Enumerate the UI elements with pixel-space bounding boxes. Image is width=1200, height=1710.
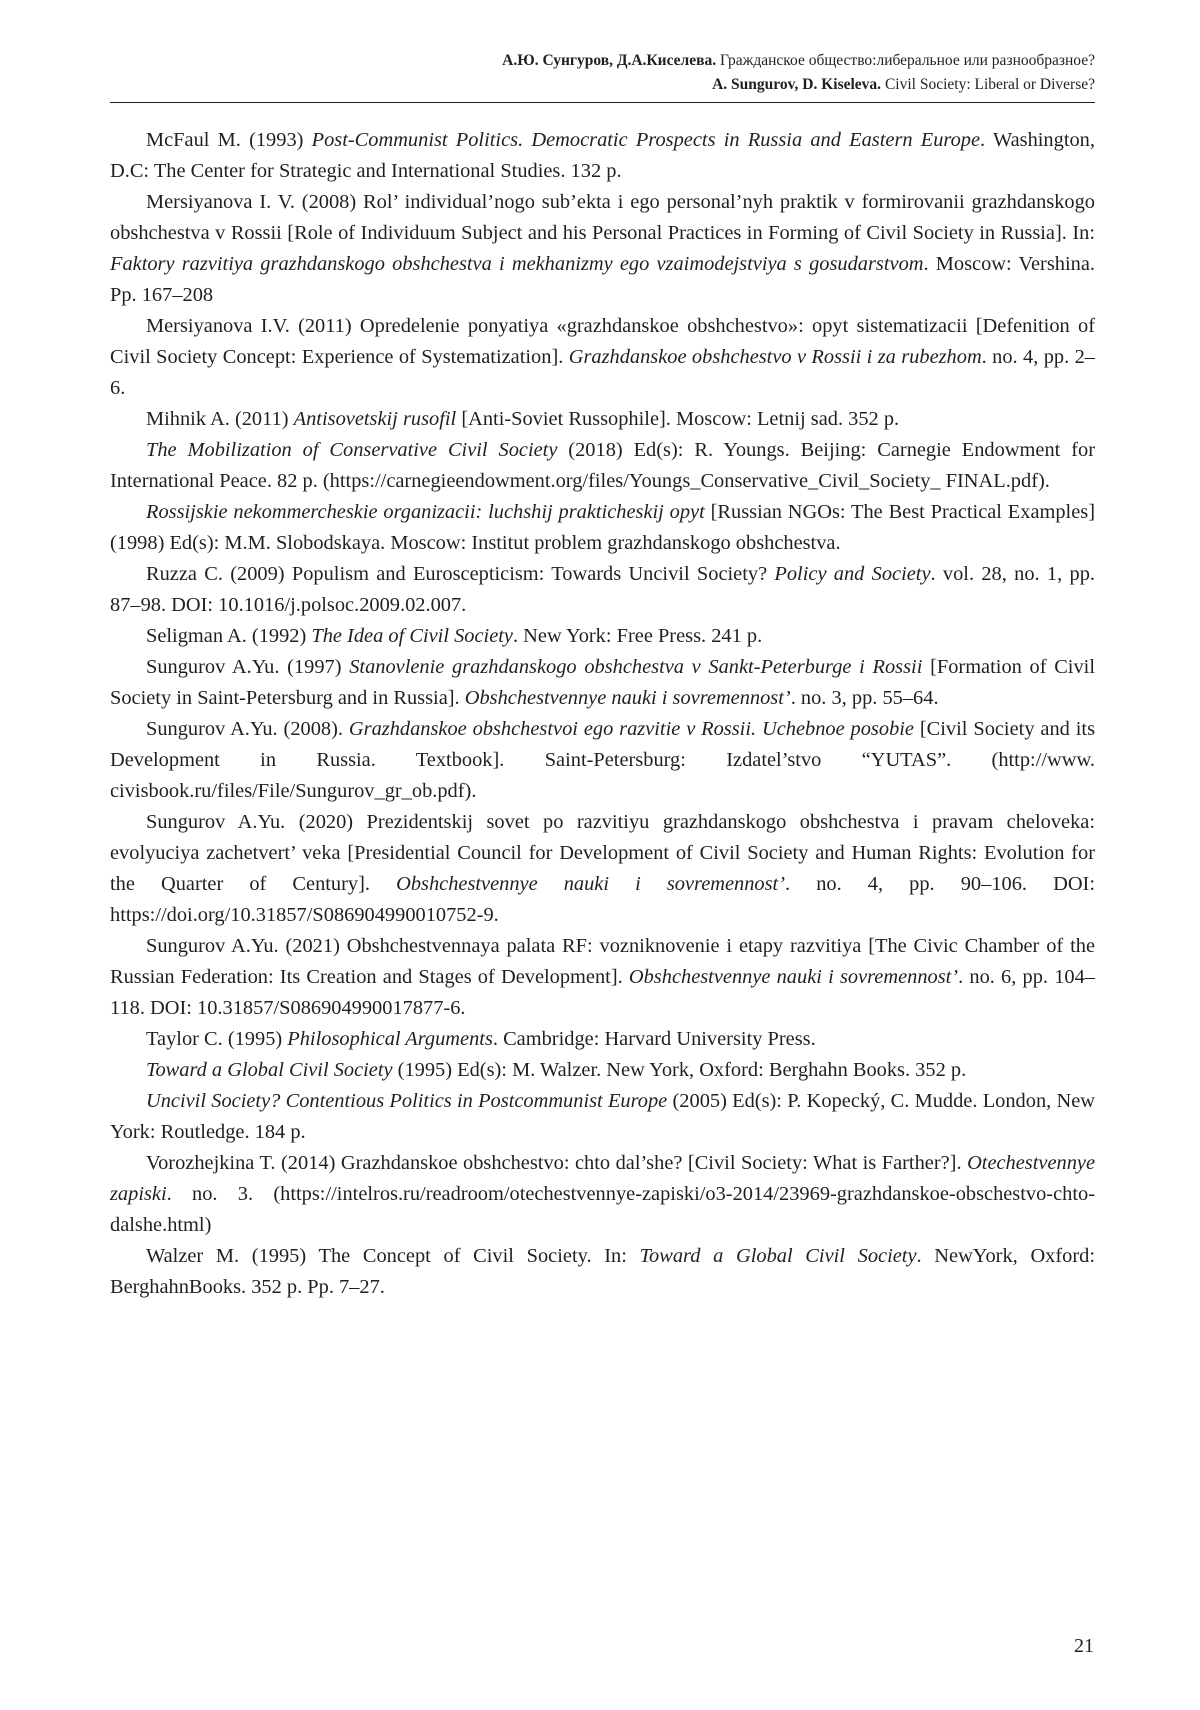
reference-entry [110, 1086, 1095, 1148]
reference-entry [110, 1024, 1095, 1055]
reference-entry [110, 621, 1095, 652]
reference-title: Faktory razvitiya grazhdanskogo obshchestva i mekhanizmy ego vzaimodejstviya s gosudarstvom [110, 253, 924, 275]
reference-text: (2005) Ed(s): P. Kopecký, C. Mudde. London, New York: Routledge. 184 p. [110, 1090, 1096, 1143]
reference-text: Sungurov A.Yu. (2021) Obshchestvennaya palata RF: vozniknovenie i etapy razvitiya [The Civic Chamber of the Russian Federation: Its Creation and Stages of Development]. [110, 935, 1095, 988]
reference-text: Vorozhejkina T. (2014) Grazhdanskoe obshchestvo: chto dal’she? [Civil Society: What is Farther?]. [146, 1152, 968, 1174]
reference-text: Ruzza C. (2009) Populism and Euroscepticism: Towards Uncivil Society? [146, 563, 775, 585]
reference-title: Grazhdanskoe obshchestvo v Rossii i za rubezhom [568, 346, 982, 368]
reference-text: Walzer M. (1995) The Concept of Civil Society. In: [146, 1245, 640, 1267]
reference-title: Rossijskie nekommercheskie organizacii: luchshij prakticheskij opyt [146, 501, 705, 523]
reference-title: Obshchestvennye nauki i sovremennost’ [396, 873, 786, 895]
reference-entry [110, 404, 1095, 435]
reference-entry [110, 1055, 1095, 1086]
reference-entry [110, 652, 1095, 714]
reference-title: Uncivil Society? Contentious Politics in Postcommunist Europe [146, 1090, 668, 1112]
header-authors-ru: А.Ю. Сунгуров, Д.А.Киселева. [502, 52, 717, 69]
page-number: 21 [1074, 1635, 1094, 1657]
reference-text: Sungurov A.Yu. (2008). [146, 718, 349, 740]
reference-text: . New York: Free Press. 241 p. [512, 625, 763, 647]
reference-text: McFaul M. (1993) [146, 129, 312, 151]
reference-list [110, 125, 1095, 1303]
reference-text: Mersiyanova I.V. (2011) Opredelenie ponyatiya «grazhdanskoe obshchestvo»: opyt sistematizacii [Defenition of Civil Society Concept: Experience of Systematization]. [110, 315, 1095, 368]
reference-text: . no. 3, pp. 55–64. [790, 687, 939, 709]
reference-title: Policy and Society [774, 563, 931, 585]
reference-entry [110, 559, 1095, 621]
reference-text: Sungurov A.Yu. (1997) [146, 656, 350, 678]
header-authors-en: A. Sungurov, D. Kiseleva. [712, 76, 882, 93]
header-rule [110, 102, 1095, 103]
reference-title: Obshchestvennye nauki i sovremennost’ [464, 687, 791, 709]
reference-text: Mihnik A. (2011) [146, 408, 294, 430]
reference-title: Antisovetskij rusofil [293, 408, 457, 430]
reference-title: Toward a Global Civil Society [639, 1245, 917, 1267]
reference-entry [110, 187, 1095, 311]
reference-entry [110, 311, 1095, 404]
reference-text: . Moscow: Vershina. Pp. 167–208 [110, 253, 1095, 306]
reference-text: (2018) Ed(s): R. Youngs. Beijing: Carnegie Endowment for International Peace. 82 p. (https://carnegieendowment.org/files/Youngs_Conservative_Civil_Society_ FINAL.pdf). [110, 439, 1096, 492]
reference-title: Toward a Global Civil Society [146, 1059, 393, 1081]
reference-entry [110, 435, 1095, 497]
reference-entry [110, 807, 1095, 931]
reference-text: . no. 4, pp. 2–6. [110, 346, 1095, 399]
running-header-ru [110, 49, 1095, 73]
reference-text: [Civil Society and its Development in Russia. Textbook]. Saint-Petersburg: Izdatel’stvo “YUTAS”. (http://www. civisbook.ru/files/File/Sungurov_gr_ob.pdf). [110, 718, 1096, 802]
reference-text: Mersiyanova I. V. (2008) Rol’ individual’nogo sub’ekta i ego personal’nyh praktik v formirovanii grazhdanskogo obshchestva v Rossii [Role of Individuum Subject and his Personal Practices in Forming of Civil Society in Russia]. In: [110, 191, 1095, 244]
reference-text: (1995) Ed(s): M. Walzer. New York, Oxford: Berghahn Books. 352 p. [392, 1059, 967, 1081]
header-title-en: Civil Society: Liberal or Diverse? [881, 76, 1095, 93]
reference-title: The Mobilization of Conservative Civil Society [146, 439, 558, 461]
reference-title: Post-Communist Politics. Democratic Prospects in Russia and Eastern Europe [311, 129, 981, 151]
reference-text: Sungurov A.Yu. (2020) Prezidentskij sovet po razvitiyu grazhdanskogo obshchestva i pravam cheloveka: evolyuciya zachetvert’ veka [Presidential Council for Development of Civil Society and Human Rights: Evolution for the Quarter of Century]. [110, 811, 1095, 895]
reference-text: . vol. 28, no. 1, pp. 87–98. DOI: 10.1016/j.polsoc.2009.02.007. [110, 563, 1095, 616]
reference-title: Stanovlenie grazhdanskogo obshchestva v Sankt-Peterburge i Rossii [349, 656, 923, 678]
reference-title: Obshchestvennye nauki i sovremennost’ [628, 966, 959, 988]
reference-entry [110, 497, 1095, 559]
reference-text: . Cambridge: Harvard University Press. [492, 1028, 816, 1050]
running-header [110, 49, 1095, 97]
header-title-ru: Гражданское общество:либеральное или разнообразное? [716, 52, 1095, 69]
reference-title: Philosophical Arguments [287, 1028, 493, 1050]
reference-title: Grazhdanskoe obshchestvoi ego razvitie v Rossii. Uchebnoe posobie [348, 718, 914, 740]
reference-title: The Idea of Civil Society [311, 625, 513, 647]
reference-entry [110, 125, 1095, 187]
reference-title: Otechestvennye zapiski [110, 1152, 1095, 1205]
running-header-en [110, 73, 1095, 97]
reference-text: [Formation of Civil Society in Saint-Petersburg and in Russia]. [110, 656, 1095, 709]
reference-entry [110, 714, 1095, 807]
reference-text: . no. 6, pp. 104–118. DOI: 10.31857/S086904990017877-6. [110, 966, 1095, 1019]
reference-entry [110, 931, 1095, 1024]
reference-entry [110, 1148, 1095, 1241]
reference-text: Seligman A. (1992) [146, 625, 312, 647]
reference-text: [Anti-Soviet Russophile]. Moscow: Letnij sad. 352 p. [456, 408, 900, 430]
reference-text: . no. 4, pp. 90–106. DOI: https://doi.org/10.31857/S086904990010752-9. [110, 873, 1095, 926]
reference-entry [110, 1241, 1095, 1303]
reference-text: . no. 3. (https://intelros.ru/readroom/otechestvennye-zapiski/o3-2014/23969-grazhdanskoe-obschestvo-chto-dalshe.html) [110, 1183, 1095, 1236]
reference-text: . NewYork, Oxford: BerghahnBooks. 352 p. Pp. 7–27. [110, 1245, 1095, 1298]
reference-text: . Washington, D.C: The Center for Strategic and International Studies. 132 p. [110, 129, 1095, 182]
reference-text: Taylor C. (1995) [146, 1028, 288, 1050]
reference-text: [Russian NGOs: The Best Practical Examples] (1998) Ed(s): M.M. Slobodskaya. Moscow: Institut problem grazhdanskogo obshchestva. [110, 501, 1095, 554]
